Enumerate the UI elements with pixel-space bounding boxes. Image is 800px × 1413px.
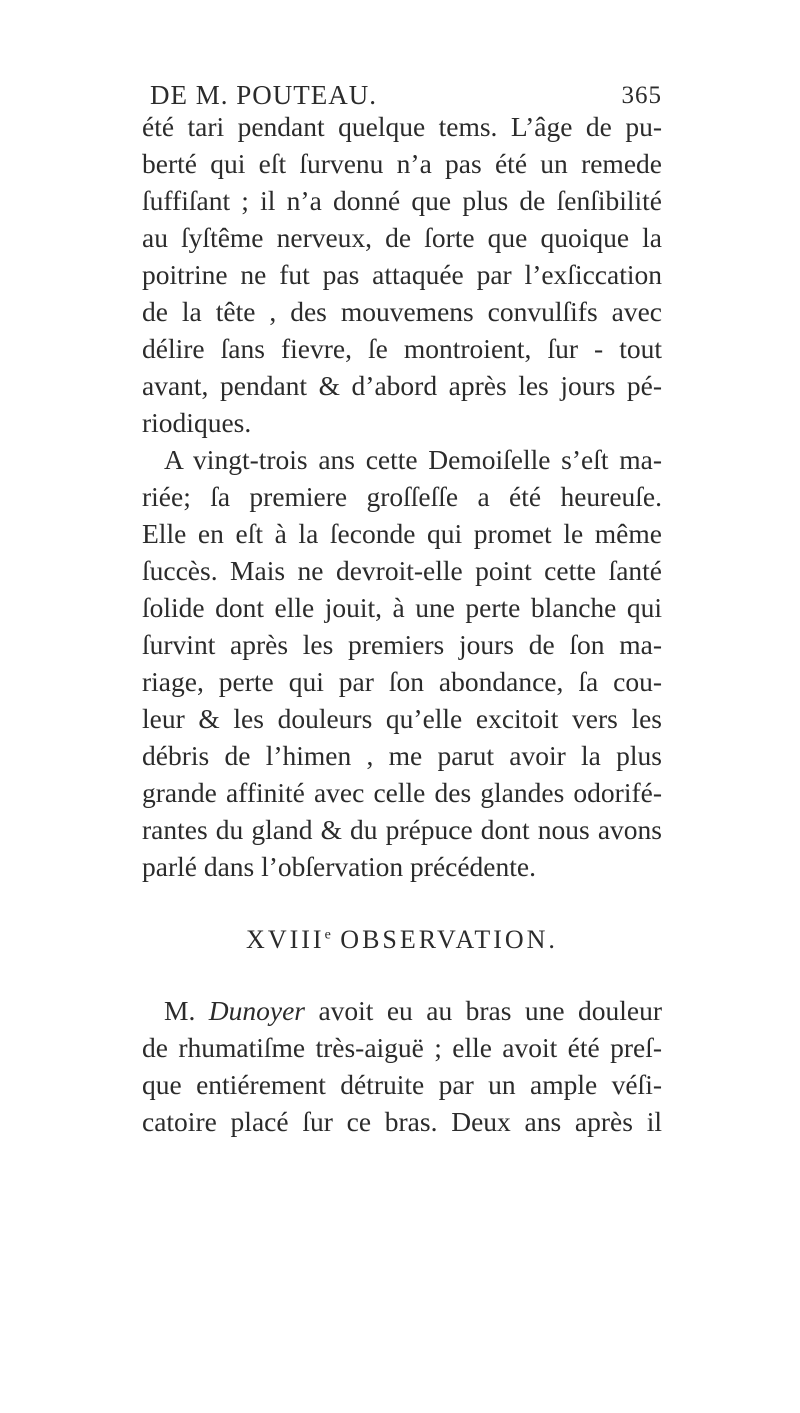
text-line: A vingt-trois ans cette Demoiſelle s’eſt ma- xyxy=(164,444,662,475)
text-line: ſuffiſant ; il n’a donné que plus de ſenſibilité xyxy=(142,185,662,216)
text-line xyxy=(164,992,662,1030)
text-line: Elle en eſt à la ſeconde qui promet le même xyxy=(142,518,662,549)
text-line: débris de l’himen , me parut avoir la plus xyxy=(142,740,662,771)
text-line: parlé dans l’obſervation précédente. xyxy=(142,851,536,882)
page-number: 365 xyxy=(621,82,662,109)
text-line: avant, pendant & d’abord après les jours pé- xyxy=(142,370,662,401)
section-title: OBSERVATION. xyxy=(340,925,558,954)
text-line: que entiérement détruite par un ample véſi- xyxy=(142,1069,662,1100)
text-line: de la tête , des mouvemens convulſifs avec xyxy=(142,296,662,327)
text-line: leur & les douleurs qu’elle excitoit vers les xyxy=(142,703,662,734)
text-line: berté qui eſt ſurvenu n’a pas été un remede xyxy=(142,148,662,179)
running-title: DE M. POUTEAU. xyxy=(150,80,377,110)
text-line: catoire placé ſur ce bras. Deux ans après il xyxy=(142,1106,662,1137)
text-line: ſurvint après les premiers jours de ſon ma- xyxy=(142,629,662,660)
section-superscript: e xyxy=(324,927,331,943)
text-line: délire ſans fievre, ſe montroient, ſur - tout xyxy=(142,333,662,364)
text-line: riée; ſa premiere groſſeſſe a été heureuſe. xyxy=(142,481,662,512)
name-prefix: M. xyxy=(164,995,196,1026)
text-line: été tari pendant quelque tems. L’âge de pu- xyxy=(142,111,662,142)
section-heading xyxy=(142,925,662,955)
text-line: riage, perte qui par ſon abondance, ſa cou- xyxy=(142,666,662,697)
text-line: de rhumatiſme très-aiguë ; elle avoit été preſ- xyxy=(142,1032,662,1063)
line-continuation: avoit eu au bras une douleur xyxy=(318,995,662,1026)
text-line: ſuccès. Mais ne devroit-elle point cette ſanté xyxy=(142,555,662,586)
section-number: XVIII xyxy=(246,925,325,954)
text-line: riodiques. xyxy=(142,407,252,438)
text-line: au ſyſtême nerveux, de ſorte que quoique la xyxy=(142,222,662,253)
text-line: poitrine ne fut pas attaquée par l’exſiccation xyxy=(142,259,662,290)
text-line: ſolide dont elle jouit, à une perte blanche qui xyxy=(142,592,662,623)
person-name: Dunoyer xyxy=(208,995,305,1026)
text-line: grande affinité avec celle des glandes odorifé- xyxy=(142,777,662,808)
text-line: rantes du gland & du prépuce dont nous avons xyxy=(142,814,662,845)
